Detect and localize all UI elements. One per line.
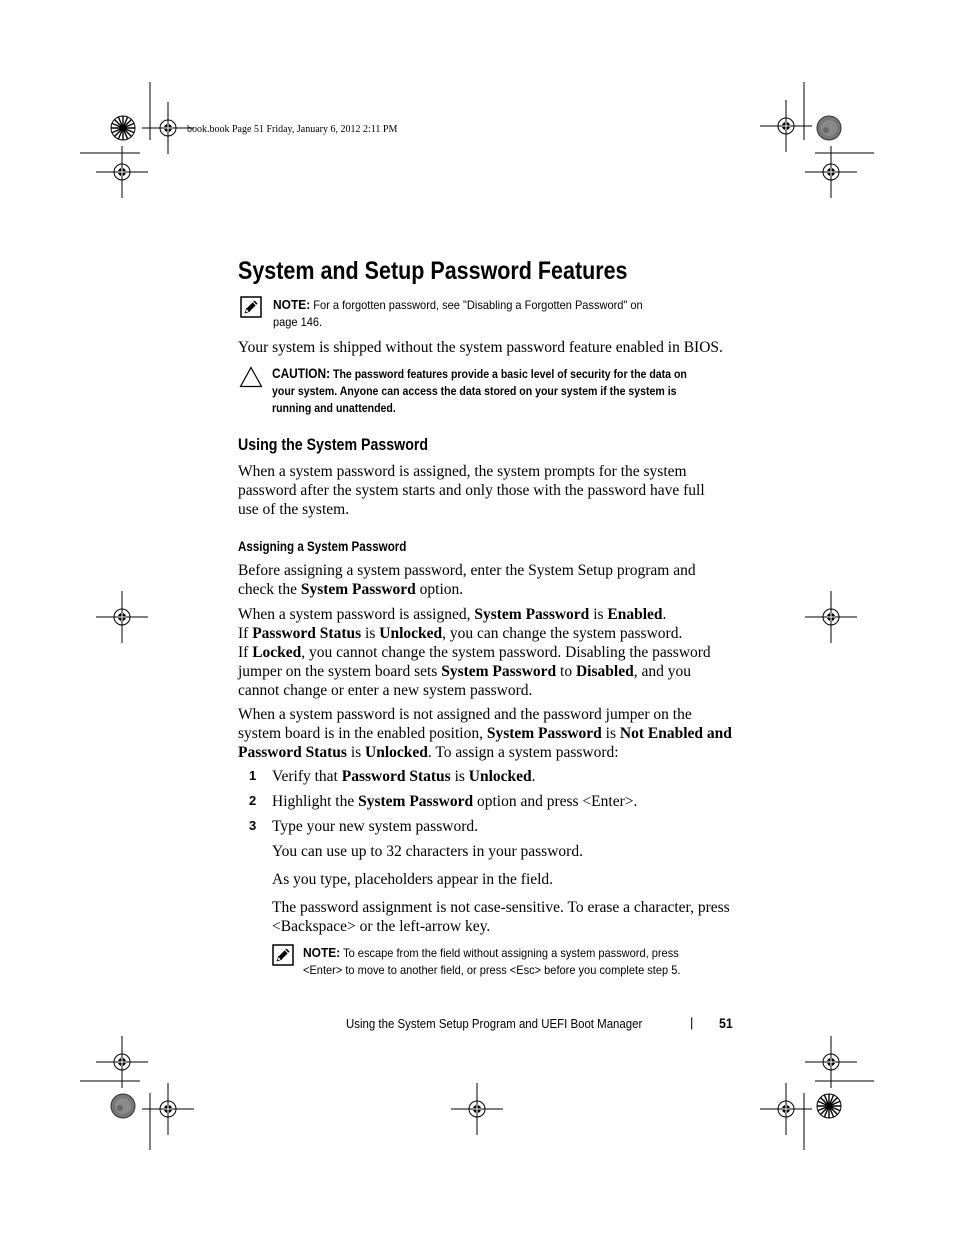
- step-1-text: [272, 767, 536, 786]
- paragraph-line: The password assignment is not case-sensitive. To erase a character, press: [272, 899, 730, 916]
- text-run: Verify that: [272, 768, 342, 785]
- before-assigning-paragraph: [238, 561, 696, 599]
- page-title: System and Setup Password Features: [238, 257, 628, 285]
- option-value: Unlocked: [379, 625, 443, 642]
- paragraph-line: use of the system.: [238, 501, 350, 518]
- text-run: .: [662, 606, 667, 623]
- step-3-text: Type your new system password.: [272, 818, 478, 835]
- caution-line: running and unattended.: [272, 401, 396, 415]
- step-number: 1: [249, 768, 257, 783]
- note-line: <Enter> to move to another field, or press <Esc> before you complete step 5.: [303, 963, 681, 977]
- step-3-detail: You can use up to 32 characters in your password.: [272, 843, 583, 860]
- paragraph-line: When a system password is not assigned and the password jumper on the: [238, 706, 692, 723]
- text-run: , and you: [633, 663, 691, 680]
- caution-line: The password features provide a basic level of security for the data on: [330, 367, 687, 381]
- text-run: is: [589, 606, 608, 623]
- option-name: System Password: [300, 581, 416, 598]
- option-name: Password Status: [252, 625, 362, 642]
- caution-box: [272, 365, 687, 417]
- option-name: System Password: [441, 663, 557, 680]
- step-3-detail: As you type, placeholders appear in the field.: [272, 871, 554, 888]
- caution-line: your system. Anyone can access the data stored on your system if the system is: [272, 384, 677, 398]
- text-run: is: [601, 725, 620, 742]
- option-name: System Password: [486, 725, 602, 742]
- assigned-password-paragraph: [238, 605, 711, 700]
- footer-separator: |: [690, 1015, 694, 1030]
- step-number: 3: [249, 818, 257, 833]
- caution-triangle-icon: [239, 366, 263, 388]
- option-name: Password Status: [341, 768, 451, 785]
- option-value: Disabled: [575, 663, 634, 680]
- text-run: is: [450, 768, 469, 785]
- not-assigned-paragraph: [238, 705, 732, 762]
- option-value: Enabled: [607, 606, 663, 623]
- note-label: NOTE:: [303, 945, 341, 960]
- paragraph-line: When a system password is assigned, the system prompts for the system: [238, 463, 687, 480]
- text-run: .: [531, 768, 536, 785]
- text-run: When a system password is assigned,: [238, 606, 475, 623]
- option-name: Password Status: [238, 744, 347, 761]
- option-name: System Password: [474, 606, 590, 623]
- text-run: system board is in the enabled position,: [238, 725, 487, 742]
- step-number: 2: [249, 793, 257, 808]
- paragraph-line: cannot change or enter a new system password.: [238, 682, 533, 699]
- note-pencil-icon: [272, 944, 294, 966]
- text-run: . To assign a system password:: [427, 744, 619, 761]
- caution-label: CAUTION:: [272, 366, 331, 381]
- paragraph-line: Before assigning a system password, enter the System Setup program and: [238, 562, 696, 579]
- option-value: Unlocked: [468, 768, 532, 785]
- note-forgotten-password: [273, 296, 643, 331]
- step-3-detail: [272, 898, 730, 936]
- text-run: is: [361, 625, 380, 642]
- intro-paragraph: Your system is shipped without the system password feature enabled in BIOS.: [238, 339, 723, 356]
- using-system-password-paragraph: [238, 462, 705, 519]
- footer-chapter-title: Using the System Setup Program and UEFI Boot Manager: [346, 1016, 643, 1031]
- text-run: , you can change the system password.: [442, 625, 683, 642]
- text-run: check the: [238, 581, 301, 598]
- note-line: To escape from the field without assigning a system password, press: [340, 946, 679, 960]
- note-escape-field: [303, 944, 680, 979]
- note-pencil-icon: [240, 296, 262, 318]
- note-line: For a forgotten password, see "Disabling a Forgotten Password" on: [310, 298, 643, 312]
- note-line: page 146.: [273, 315, 323, 329]
- text-run: jumper on the system board sets: [238, 663, 442, 680]
- option-value: Locked: [252, 644, 302, 661]
- option-value: Not Enabled and: [619, 725, 732, 742]
- option-name: System Password: [358, 793, 474, 810]
- step-2-text: [272, 792, 637, 811]
- text-run: , you cannot change the system password. Disabling the password: [301, 644, 711, 661]
- text-run: Highlight the: [272, 793, 359, 810]
- paragraph-line: <Backspace> or the left-arrow key.: [272, 918, 491, 935]
- text-run: is: [346, 744, 366, 761]
- text-run: option.: [415, 581, 464, 598]
- page-number: 51: [719, 1015, 733, 1031]
- text-run: If: [238, 625, 253, 642]
- text-run: option and press <Enter>.: [473, 793, 638, 810]
- text-run: If: [238, 644, 253, 661]
- section-heading-using-system-password: Using the System Password: [238, 436, 429, 454]
- text-run: to: [556, 663, 576, 680]
- option-value: Unlocked: [365, 744, 428, 761]
- print-header: book.book Page 51 Friday, January 6, 2012 2:11 PM: [187, 124, 398, 135]
- note-label: NOTE:: [273, 297, 311, 312]
- subsection-heading-assigning-system-password: Assigning a System Password: [238, 539, 407, 554]
- paragraph-line: password after the system starts and only those with the password have full: [238, 482, 705, 499]
